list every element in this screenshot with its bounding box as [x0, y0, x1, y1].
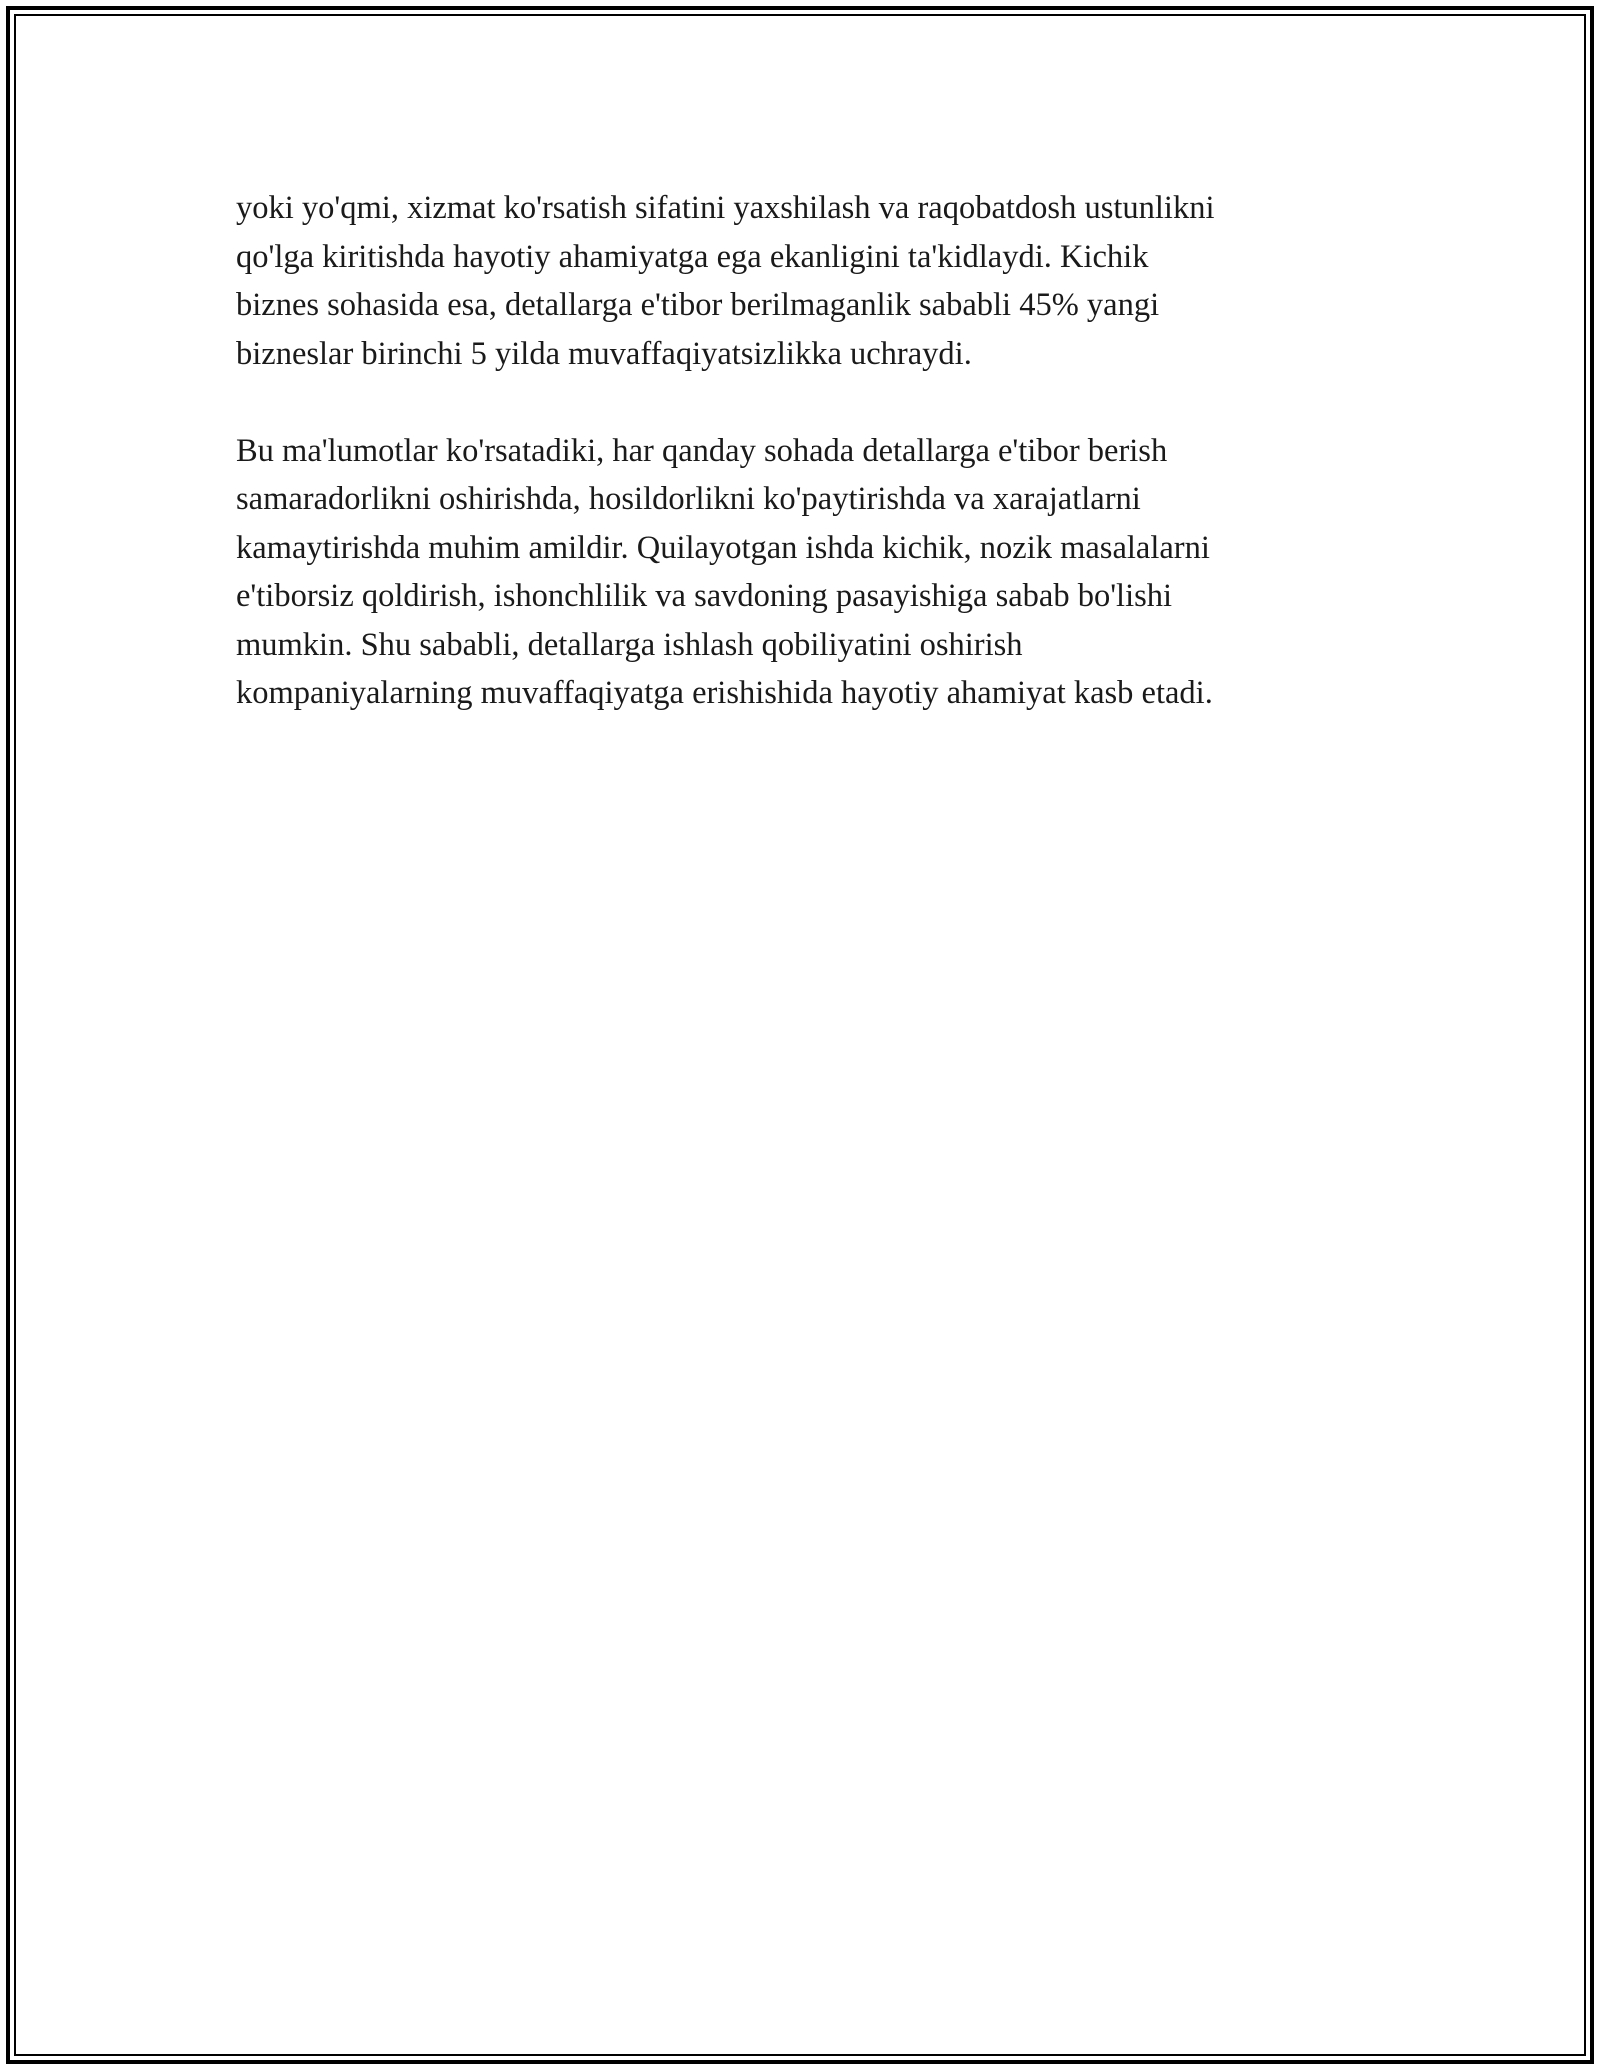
paragraph-1: yoki yo'qmi, xizmat ko'rsatish sifatini yaxshilash va raqobatdosh ustunlikni qo'lga kiritishda hayotiy ahamiyatga ega ekanligini ta'kidlaydi. Kichik biznes sohasida esa, detallarga e'tibor berilmaganlik sababli 45% yangi bizneslar birinchi 5 yilda muvaffaqiyatsizlikka uchraydi.: [236, 190, 1215, 372]
paragraph-2: Bu ma'lumotlar ko'rsatadiki, har qanday sohada detallarga e'tibor berish samaradorlikni oshirishda, hosildorlikni ko'paytirishda va xarajatlarni kamaytirishda muhim amildir. Quilayotgan ishda kichik, nozik masalalarni e'tiborsiz qoldirish, ishonchlilik va savdoning pasayishiga sabab bo'lishi mumkin. Shu sababli, detallarga ishlash qobiliyatini oshirish kompaniyalarning muvaffaqiyatga erishishida hayotiy ahamiyat kasb etadi.: [236, 432, 1213, 711]
document-body: [236, 184, 1376, 718]
